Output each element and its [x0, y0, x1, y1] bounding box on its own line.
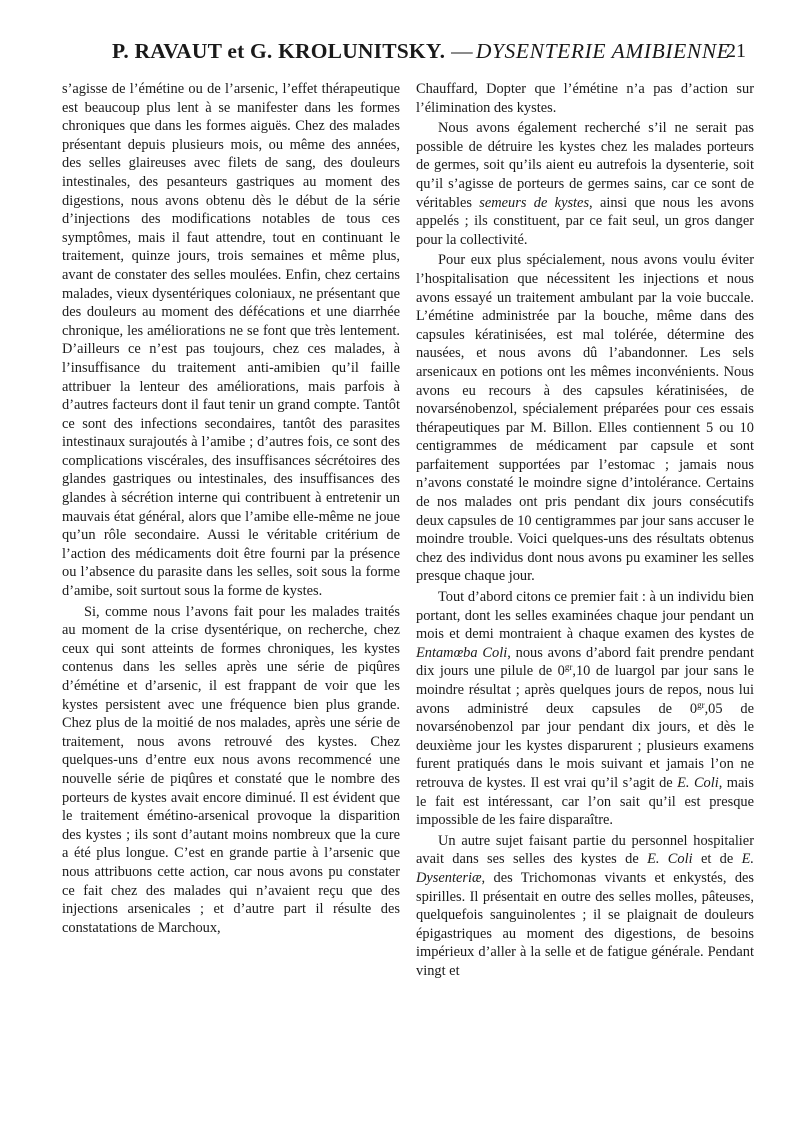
paragraph [416, 119, 754, 249]
paragraph [416, 832, 754, 981]
emphasis: semeurs de kystes [479, 194, 590, 211]
header-separator: — [451, 39, 473, 63]
text-run: Nous avons également recherché s’il ne serait pas possible de détruire les kystes chez les malades porteurs de germes, soit qu’ils aient eu autrefois la dysenterie, soit qu’il s’agisse de porteurs de germes sains, car ce sont de véritables [416, 120, 754, 211]
page-number: 21 [726, 40, 746, 62]
emphasis: E. Coli [677, 774, 719, 791]
text-run: ,10 de luargol par jour sans le moindre résultat ; après quelques jours de repos, nous lui avons administré deux capsules de 0 [416, 663, 754, 717]
text-run: , des Trichomonas vivants et enkystés, des spirilles. Il présentait en outre des selles molles, pâteuses, quelquefois sanguinolentes ; il se plaignait de douleurs épigastriques au moment des digestions, de besoins impérieux d’aller à la selle et de fatigue générale. Pendant vingt et [416, 869, 754, 979]
paragraph: Pour eux plus spécialement, nous avons voulu éviter l’hospitalisation que nécessitent les injections et nous avons essayé un traitement ambulant par la voie buccale. L’émétine administrée par la bouche, même dans des capsules kératinisées, est mal tolérée, détermine des nausées, et nous avons dû l’abandonner. Les sels arsenicaux en potions ont les mêmes inconvénients. Nous avons eu recours à des capsules kératinisées, de novarsénobenzol, spécialement préparées pour ces essais thérapeutiques par M. Billon. Elles contiennent 5 ou 10 centigrammes de médicament par capsule et sont parfaitement supportées par l’estomac ; jamais nous n’avons constaté le moindre signe d’intolérance. Certains de nos malades ont pris pendant dix jours consécutifs deux capsules de 10 centigrammes par jour sans accuser le moindre trouble. Voici quelques-uns des résultats obtenus chez des individus dont nous avons pu examiner les selles presque chaque jour. [416, 252, 754, 585]
paragraph: Chauffard, Dopter que l’émétine n’a pas d’action sur l’élimination des kystes. [416, 81, 754, 116]
running-title [112, 36, 731, 66]
emphasis: Entamœba Coli [416, 644, 508, 661]
text-run: ,05 de novarsénobenzol par jour pendant dix jours, et dès le deuxième jour les kystes disparurent ; plusieurs examens furent pratiqués dans le mois suivant et jamais l’on ne retrouva de kystes. Il est vrai qu’il s’agit de [416, 700, 754, 791]
text-run: , mais le fait est intéressant, car l’on sait qu’il est presque impossible de les faire disparaître. [416, 774, 754, 829]
paragraph: Si, comme nous l’avons fait pour les malades traités au moment de la crise dysentérique, on recherche, chez ceux qui sont atteints de formes chroniques, les kystes contenus dans les selles après une série de piqûres d’émétine et d’arsenic, il est frappant de voir que les kystes persistent avec une fréquence bien plus grande. Chez plus de la moitié de nos malades, après une série de traitement, nous avons retrouvé des kystes. Chez quelques-uns d’entre eux nous avons recommencé une nouvelle série de piqûres et constaté que le nombre des porteurs de kystes avait encore diminué. Il est évident que le traitement émétino-arsenical provoque la disparition des kystes ; ils sont d’autant moins nombreux que la cure a été plus longue. C’est en grande partie à l’arsenic que nous attribuons cette action, car nous avons pu constater ce fait chez des malades qui n’avaient reçu que des injections arsenicales ; et d’autre part il résulte des constatations de Marchoux, [62, 603, 400, 936]
text-run: Tout d’abord citons ce premier fait : à un individu bien portant, dont les selles examinées chaque jour pendant un mois et demi montraient à chaque examen des kystes de [416, 589, 754, 643]
header-authors: P. RAVAUT et G. KROLUNITSKY. [112, 39, 446, 63]
paragraph: s’agisse de l’émétine ou de l’arsenic, l’effet thérapeutique est beaucoup plus lent à se manifester dans les formes chroniques que dans les formes aiguës. Chez des malades présentant depuis plusieurs mois, ou même des années, des selles glaireuses avec filets de sang, des douleurs intestinales, des pesanteurs gastriques au moment des digestions, nous avons obtenu dès le début de la série d’injections des modifications notables de tous ces symptômes, mais il faut attendre, tout en continuant le traitement, quinze jours, trois semaines et même plus, avant de constater des selles moulées. Enfin, chez certains malades, vieux dysentériques coloniaux, ne présentant que des douleurs au moment des défécations et une diarrhée chronique, les améliorations ne se font que très lentement. D’ailleurs ce n’est pas toujours, chez ces malades, à l’insuffisance du traitement anti-amibien qu’il faille attribuer la lenteur des améliorations, mais parfois à d’autres facteurs dont il faut tenir un grand compte. Tantôt ce sont des infections secondaires, tantôt des parasites intestinaux surajoutés à l’amibe ; d’autres fois, ce sont des complications viscérales, des insuffisances sécrétoires des glandes gastriques ou intestinales, des insuffisances des glandes à sécrétion interne qui contribuent à entretenir un mauvais état général, alors que l’amibe elle-même ne joue qu’un rôle secondaire. Aussi le véritable critérium de l’action des médicaments doit être fourni par la présence ou l’absence du parasite dans les selles, soit sous la forme d’amibe, soit surtout sous la forme de kystes. [62, 81, 400, 600]
emphasis: E. Dysenteriæ [416, 851, 754, 886]
right-column [416, 80, 754, 981]
emphasis: E. Coli [647, 851, 693, 868]
left-column [62, 80, 400, 937]
header-subject: DYSENTERIE AMIBIENNE [475, 39, 731, 63]
paragraph [416, 588, 754, 830]
text-run: et de [692, 851, 742, 868]
unit-superscript: gr [564, 662, 573, 673]
text-run: , ainsi que nous les avons appelés ; ils constituent, par ce fait seul, un gros danger pour la collectivité. [416, 194, 754, 248]
text-run: Un autre sujet faisant partie du personnel hospitalier avait dans ses selles des kystes de [416, 832, 754, 868]
text-run: , nous avons d’abord fait prendre pendant dix jours une pilule de 0 [416, 644, 754, 680]
unit-superscript: gr [697, 699, 705, 710]
running-header [0, 36, 800, 70]
